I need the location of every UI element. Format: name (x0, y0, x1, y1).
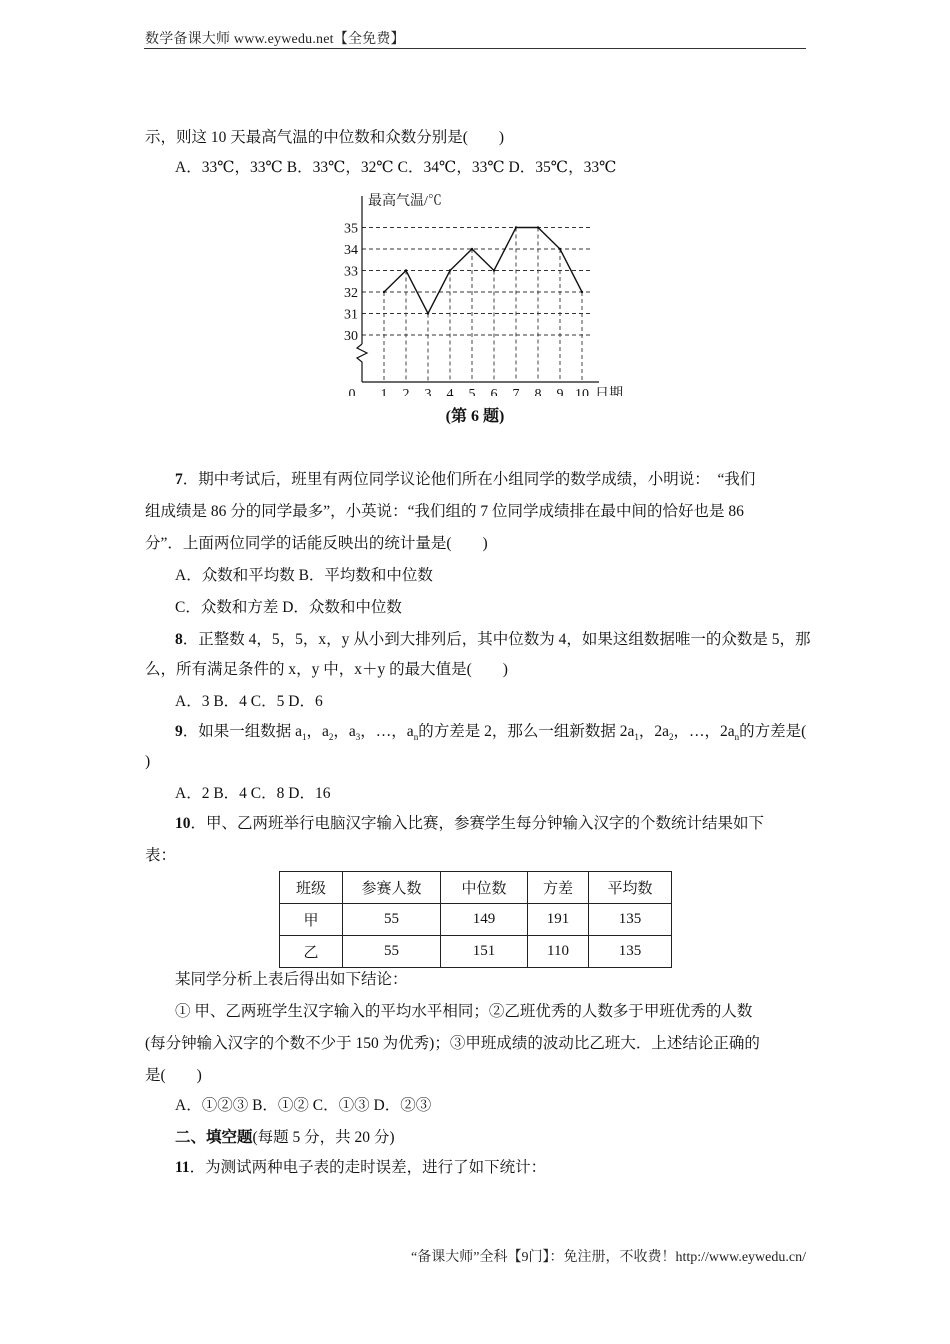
q7-number: 7 (175, 471, 183, 488)
x-tick-label: 6 (490, 387, 498, 396)
q8-text1: ．正整数 4，5，5，x，y 从小到大排列后，其中位数为 4，如果这组数据唯一的众数是 5，那 (182, 631, 811, 648)
table-header-cell: 班级 (280, 872, 343, 904)
q7-line2: 组成绩是 86 分的同学最多”，小英说：“我们组的 7 位同学成绩排在最中间的恰好也是 86 (145, 503, 744, 520)
table-cell: 甲 (280, 904, 343, 936)
q10-stats-table (279, 871, 672, 968)
y-tick-label: 30 (344, 329, 358, 344)
q9-line2: ) (145, 753, 151, 770)
table-row (280, 936, 672, 968)
x-tick-label: 1 (380, 387, 388, 396)
q9-sub1b: 1 (634, 732, 639, 743)
y-tick-label: 33 (344, 264, 358, 280)
data-point (559, 248, 561, 250)
q7-line3: 分”．上面两位同学的话能反映出的统计量是( ) (145, 535, 488, 552)
data-point (383, 291, 385, 293)
q7-text1: ．期中考试后，班里有两位同学议论他们所在小组同学的数学成绩，小明说： “我们 (182, 471, 756, 488)
q9-text-e: 的方差是 2，那么一组新数据 2a (418, 723, 635, 740)
chart-grid (362, 228, 591, 383)
q9-text-a: ．如果一组数据 a (182, 723, 303, 740)
q10-after2: ① 甲、乙两班学生汉字输入的平均水平相同；②乙班优秀的人数多于甲班优秀的人数 (175, 1003, 753, 1020)
y-axis-break (357, 344, 367, 382)
q9-sub2b: 2 (668, 732, 674, 743)
y-tick-label: 34 (344, 243, 358, 258)
table-cell: 110 (528, 936, 589, 968)
x-tick-label: 3 (424, 387, 432, 396)
q11-line1 (175, 1158, 840, 1178)
q9-text-c: ，a (333, 723, 356, 740)
q10-after1: 某同学分析上表后得出如下结论： (175, 971, 408, 988)
x-tick-label: 9 (556, 387, 564, 396)
q11-text: ．为测试两种电子表的走时误差，进行了如下统计： (189, 1159, 547, 1176)
q9-subn: n (413, 732, 419, 743)
q10-line1 (175, 814, 840, 834)
data-point (581, 291, 583, 293)
data-point (493, 269, 495, 271)
q9-subnb: n (734, 732, 740, 743)
y-tick-label: 32 (344, 286, 358, 301)
table-row (280, 904, 672, 936)
q8-options: A．3 B．4 C．5 D．6 (175, 693, 323, 710)
table-cell: 149 (441, 904, 528, 936)
q9-options: A．2 B．4 C．8 D．16 (175, 785, 331, 802)
x-tick-label: 2 (402, 387, 410, 396)
table-header-cell: 参赛人数 (343, 872, 441, 904)
figure-caption: (第 6 题) (445, 408, 505, 425)
q6-options: A．33℃，33℃ B．33℃，32℃ C．34℃，33℃ D．35℃，33℃ (175, 159, 617, 176)
q8-line2: 么，所有满足条件的 x，y 中，x＋y 的最大值是( ) (145, 661, 508, 678)
x-tick-label: 0 (348, 387, 356, 396)
table-header-cell: 平均数 (589, 872, 672, 904)
table-cell: 151 (441, 936, 528, 968)
q7-options2: C．众数和方差 D．众数和中位数 (175, 599, 402, 616)
table-cell: 135 (589, 936, 672, 968)
q9-number: 9 (175, 723, 183, 740)
y-tick-label: 35 (344, 221, 358, 237)
chart-svg (330, 186, 640, 396)
q10-line2: 表： (145, 847, 177, 864)
q9-sub3: 3 (355, 732, 361, 743)
table-cell: 191 (528, 904, 589, 936)
data-point (449, 269, 451, 271)
x-tick-label: 4 (446, 387, 454, 396)
header-rule (144, 48, 806, 49)
x-axis-title: 日期 (595, 387, 623, 396)
q8-number: 8 (175, 631, 183, 648)
table-cell: 135 (589, 904, 672, 936)
q9-line1 (175, 722, 840, 747)
q10-after3: (每分钟输入汉字的个数不少于 150 为优秀)；③甲班成绩的波动比乙班大．上述结论正确的 (145, 1035, 760, 1052)
table-cell: 55 (343, 904, 441, 936)
page-footer: “备课大师”全科【9门】：免注册，不收费！http://www.eywedu.cn/ (411, 1250, 806, 1265)
table-header-row (280, 872, 672, 904)
q6-stem: 示，则这 10 天最高气温的中位数和众数分别是( ) (145, 129, 505, 146)
x-tick-label: 5 (468, 387, 476, 396)
q9-sub1: 1 (302, 732, 307, 743)
q10-after4: 是( ) (145, 1067, 202, 1084)
q9-text-h: 的方差是( (739, 723, 807, 740)
q7-options1: A．众数和平均数 B．平均数和中位数 (175, 567, 433, 584)
table-header-cell: 中位数 (441, 872, 528, 904)
x-tick-label: 10 (575, 387, 589, 396)
chart-axes (357, 196, 599, 382)
x-tick-label: 7 (512, 387, 520, 396)
section2-title: 二、填空题 (175, 1129, 253, 1146)
q10-text1: ．甲、乙两班举行电脑汉字输入比赛，参赛学生每分钟输入汉字的个数统计结果如下 (190, 815, 765, 832)
q8-line1 (175, 630, 840, 650)
q11-number: 11 (175, 1159, 190, 1176)
data-point (405, 269, 407, 271)
q9-sub2: 2 (328, 732, 334, 743)
section2-note: (每题 5 分，共 20 分) (252, 1129, 395, 1146)
data-point (471, 248, 473, 250)
q7-line1 (175, 470, 840, 490)
table-cell: 55 (343, 936, 441, 968)
y-axis-title: 最高气温/℃ (368, 194, 442, 209)
q9-text-d: ，…，a (360, 723, 414, 740)
q9-text-b: ，a (306, 723, 329, 740)
table-header-cell: 方差 (528, 872, 589, 904)
temperature-line-chart (330, 186, 640, 396)
q10-options: A．①②③ B．①② C．①③ D．②③ (175, 1097, 432, 1114)
section2-heading (175, 1128, 840, 1148)
y-tick-label: 31 (344, 307, 358, 323)
chart-labels (344, 192, 623, 396)
q9-text-g: ，…，2a (673, 723, 735, 740)
data-point (537, 226, 539, 228)
table-cell: 乙 (280, 936, 343, 968)
page-header: 数学备课大师 www.eywedu.net【全免费】 (145, 32, 405, 47)
data-point (515, 226, 517, 228)
data-point (427, 312, 429, 314)
q9-text-f: ，2a (638, 723, 669, 740)
q10-number: 10 (175, 815, 191, 832)
x-tick-label: 8 (534, 387, 542, 396)
